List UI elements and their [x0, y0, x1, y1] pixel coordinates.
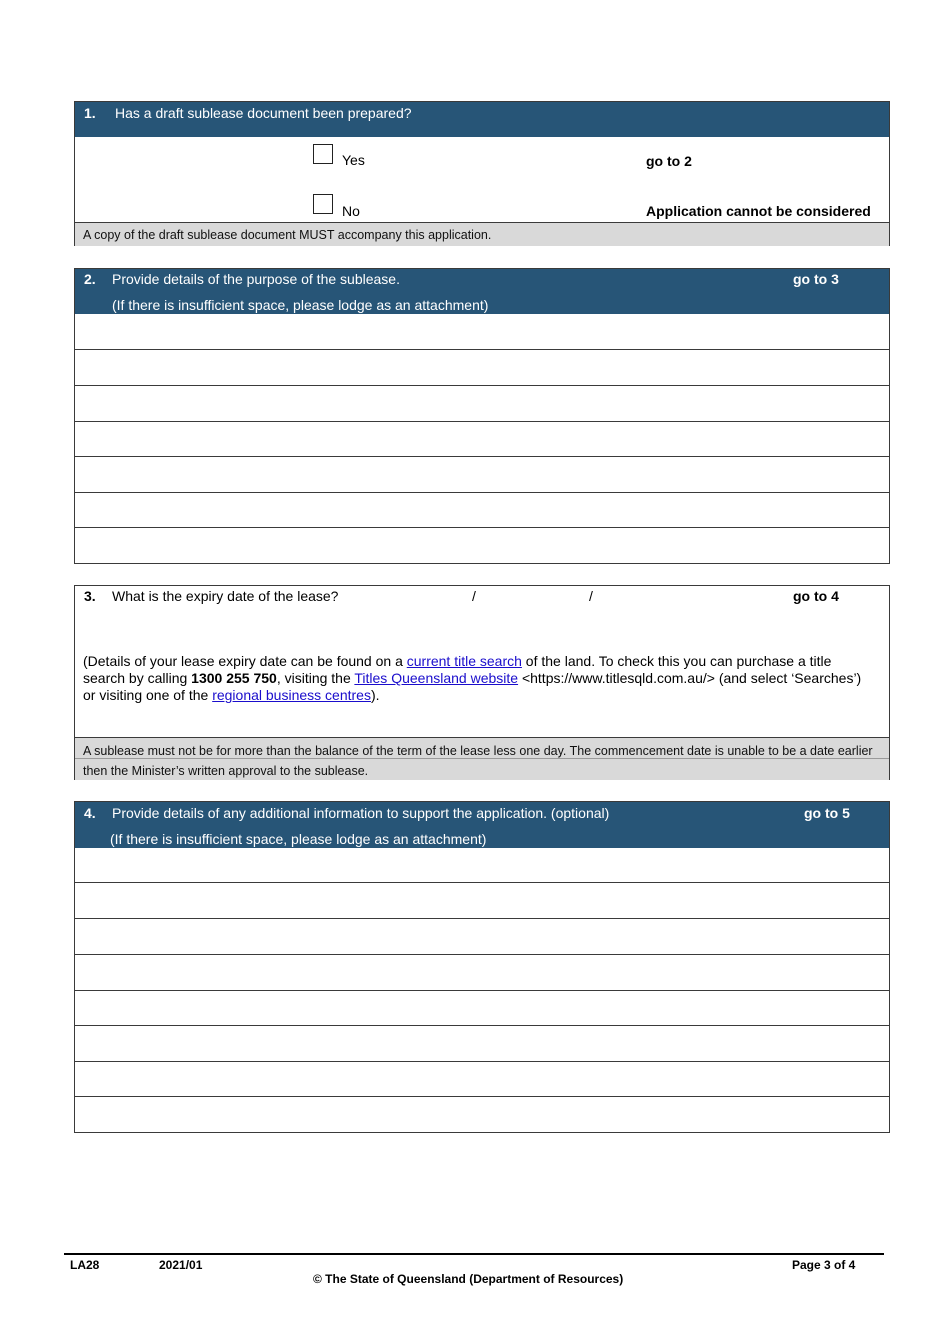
expiry-date-help-text	[83, 653, 873, 704]
question-2-number: 2.	[84, 271, 96, 287]
form-version: 2021/01	[159, 1258, 203, 1272]
help-text-part: (Details of your lease expiry date can be found on a	[83, 653, 407, 669]
help-text-part: , visiting the	[276, 670, 355, 686]
answer-line[interactable]	[75, 421, 889, 457]
yes-label: Yes	[342, 152, 365, 168]
yes-goto-text: go to 2	[646, 153, 692, 169]
answer-line[interactable]	[75, 1061, 889, 1097]
question-1-section	[74, 101, 890, 246]
answer-line[interactable]	[75, 456, 889, 492]
answer-line[interactable]	[75, 918, 889, 954]
question-1-header	[75, 102, 889, 137]
question-3-note-text: A sublease must not be for more than the balance of the term of the lease less one day. The commencement date is unable to be a date earlier then the Minister’s written approval to the sublease.	[83, 744, 873, 778]
form-code: LA28	[70, 1258, 100, 1272]
question-4-goto: go to 5	[804, 805, 850, 821]
current-title-search-link[interactable]: current title search	[406, 653, 522, 669]
question-3-text: What is the expiry date of the lease?	[112, 588, 339, 604]
question-4-text: Provide details of any additional information to support the application. (optional)	[112, 805, 610, 821]
question-4-header	[75, 802, 889, 848]
page-number: Page 3 of 4	[792, 1258, 856, 1272]
question-3-goto: go to 4	[793, 588, 839, 604]
help-text-part: <https://www.titlesqld.com.au/> (and select ‘Searches’) or visiting one of the	[83, 670, 862, 703]
yes-checkbox[interactable]	[313, 144, 333, 164]
expiry-date-day-field[interactable]	[405, 586, 465, 608]
question-4-section	[74, 801, 890, 1133]
question-2-goto: go to 3	[793, 271, 839, 287]
question-2-subtitle: (If there is insufficient space, please lodge as an attachment)	[112, 297, 489, 313]
date-separator-1: /	[472, 588, 476, 604]
question-1-text: Has a draft sublease document been prepared?	[115, 105, 412, 121]
help-text-part: of the land. To check this you can purchase a title search by calling	[83, 653, 832, 686]
question-2-section	[74, 268, 890, 564]
question-3-number: 3.	[84, 588, 96, 604]
question-4-number: 4.	[84, 805, 96, 821]
answer-line[interactable]	[75, 990, 889, 1026]
answer-line[interactable]	[75, 492, 889, 528]
question-1-note	[75, 222, 889, 246]
question-1-note-text: A copy of the draft sublease document MUST accompany this application.	[83, 228, 492, 242]
help-text-part: ).	[370, 687, 380, 703]
answer-line[interactable]	[75, 1025, 889, 1061]
expiry-date-month-field[interactable]	[485, 586, 585, 608]
footer-rule	[64, 1253, 884, 1255]
answer-line[interactable]	[75, 385, 889, 421]
answer-line[interactable]	[75, 954, 889, 990]
regional-business-centres-link[interactable]: regional business centres	[212, 687, 371, 703]
date-separator-2: /	[589, 588, 593, 604]
answer-line[interactable]	[75, 349, 889, 385]
copyright: © The State of Queensland (Department of Resources)	[313, 1272, 624, 1286]
phone-number: 1300 255 750	[191, 670, 277, 686]
question-1-number: 1.	[84, 105, 96, 121]
question-4-subtitle: (If there is insufficient space, please lodge as an attachment)	[110, 831, 487, 847]
answer-line[interactable]	[75, 882, 889, 918]
answer-line[interactable]	[75, 1096, 889, 1133]
answer-line[interactable]	[75, 848, 889, 882]
note-divider	[75, 758, 889, 759]
expiry-date-year-field[interactable]	[603, 586, 753, 608]
no-label: No	[342, 203, 360, 219]
question-3-section	[74, 585, 890, 780]
no-consequence-text: Application cannot be considered	[646, 203, 871, 219]
question-2-text: Provide details of the purpose of the sublease.	[112, 271, 400, 287]
answer-line[interactable]	[75, 314, 889, 349]
titles-queensland-website-link[interactable]: Titles Queensland website	[354, 670, 519, 686]
question-2-header	[75, 269, 889, 314]
no-checkbox[interactable]	[313, 194, 333, 214]
answer-line[interactable]	[75, 527, 889, 564]
